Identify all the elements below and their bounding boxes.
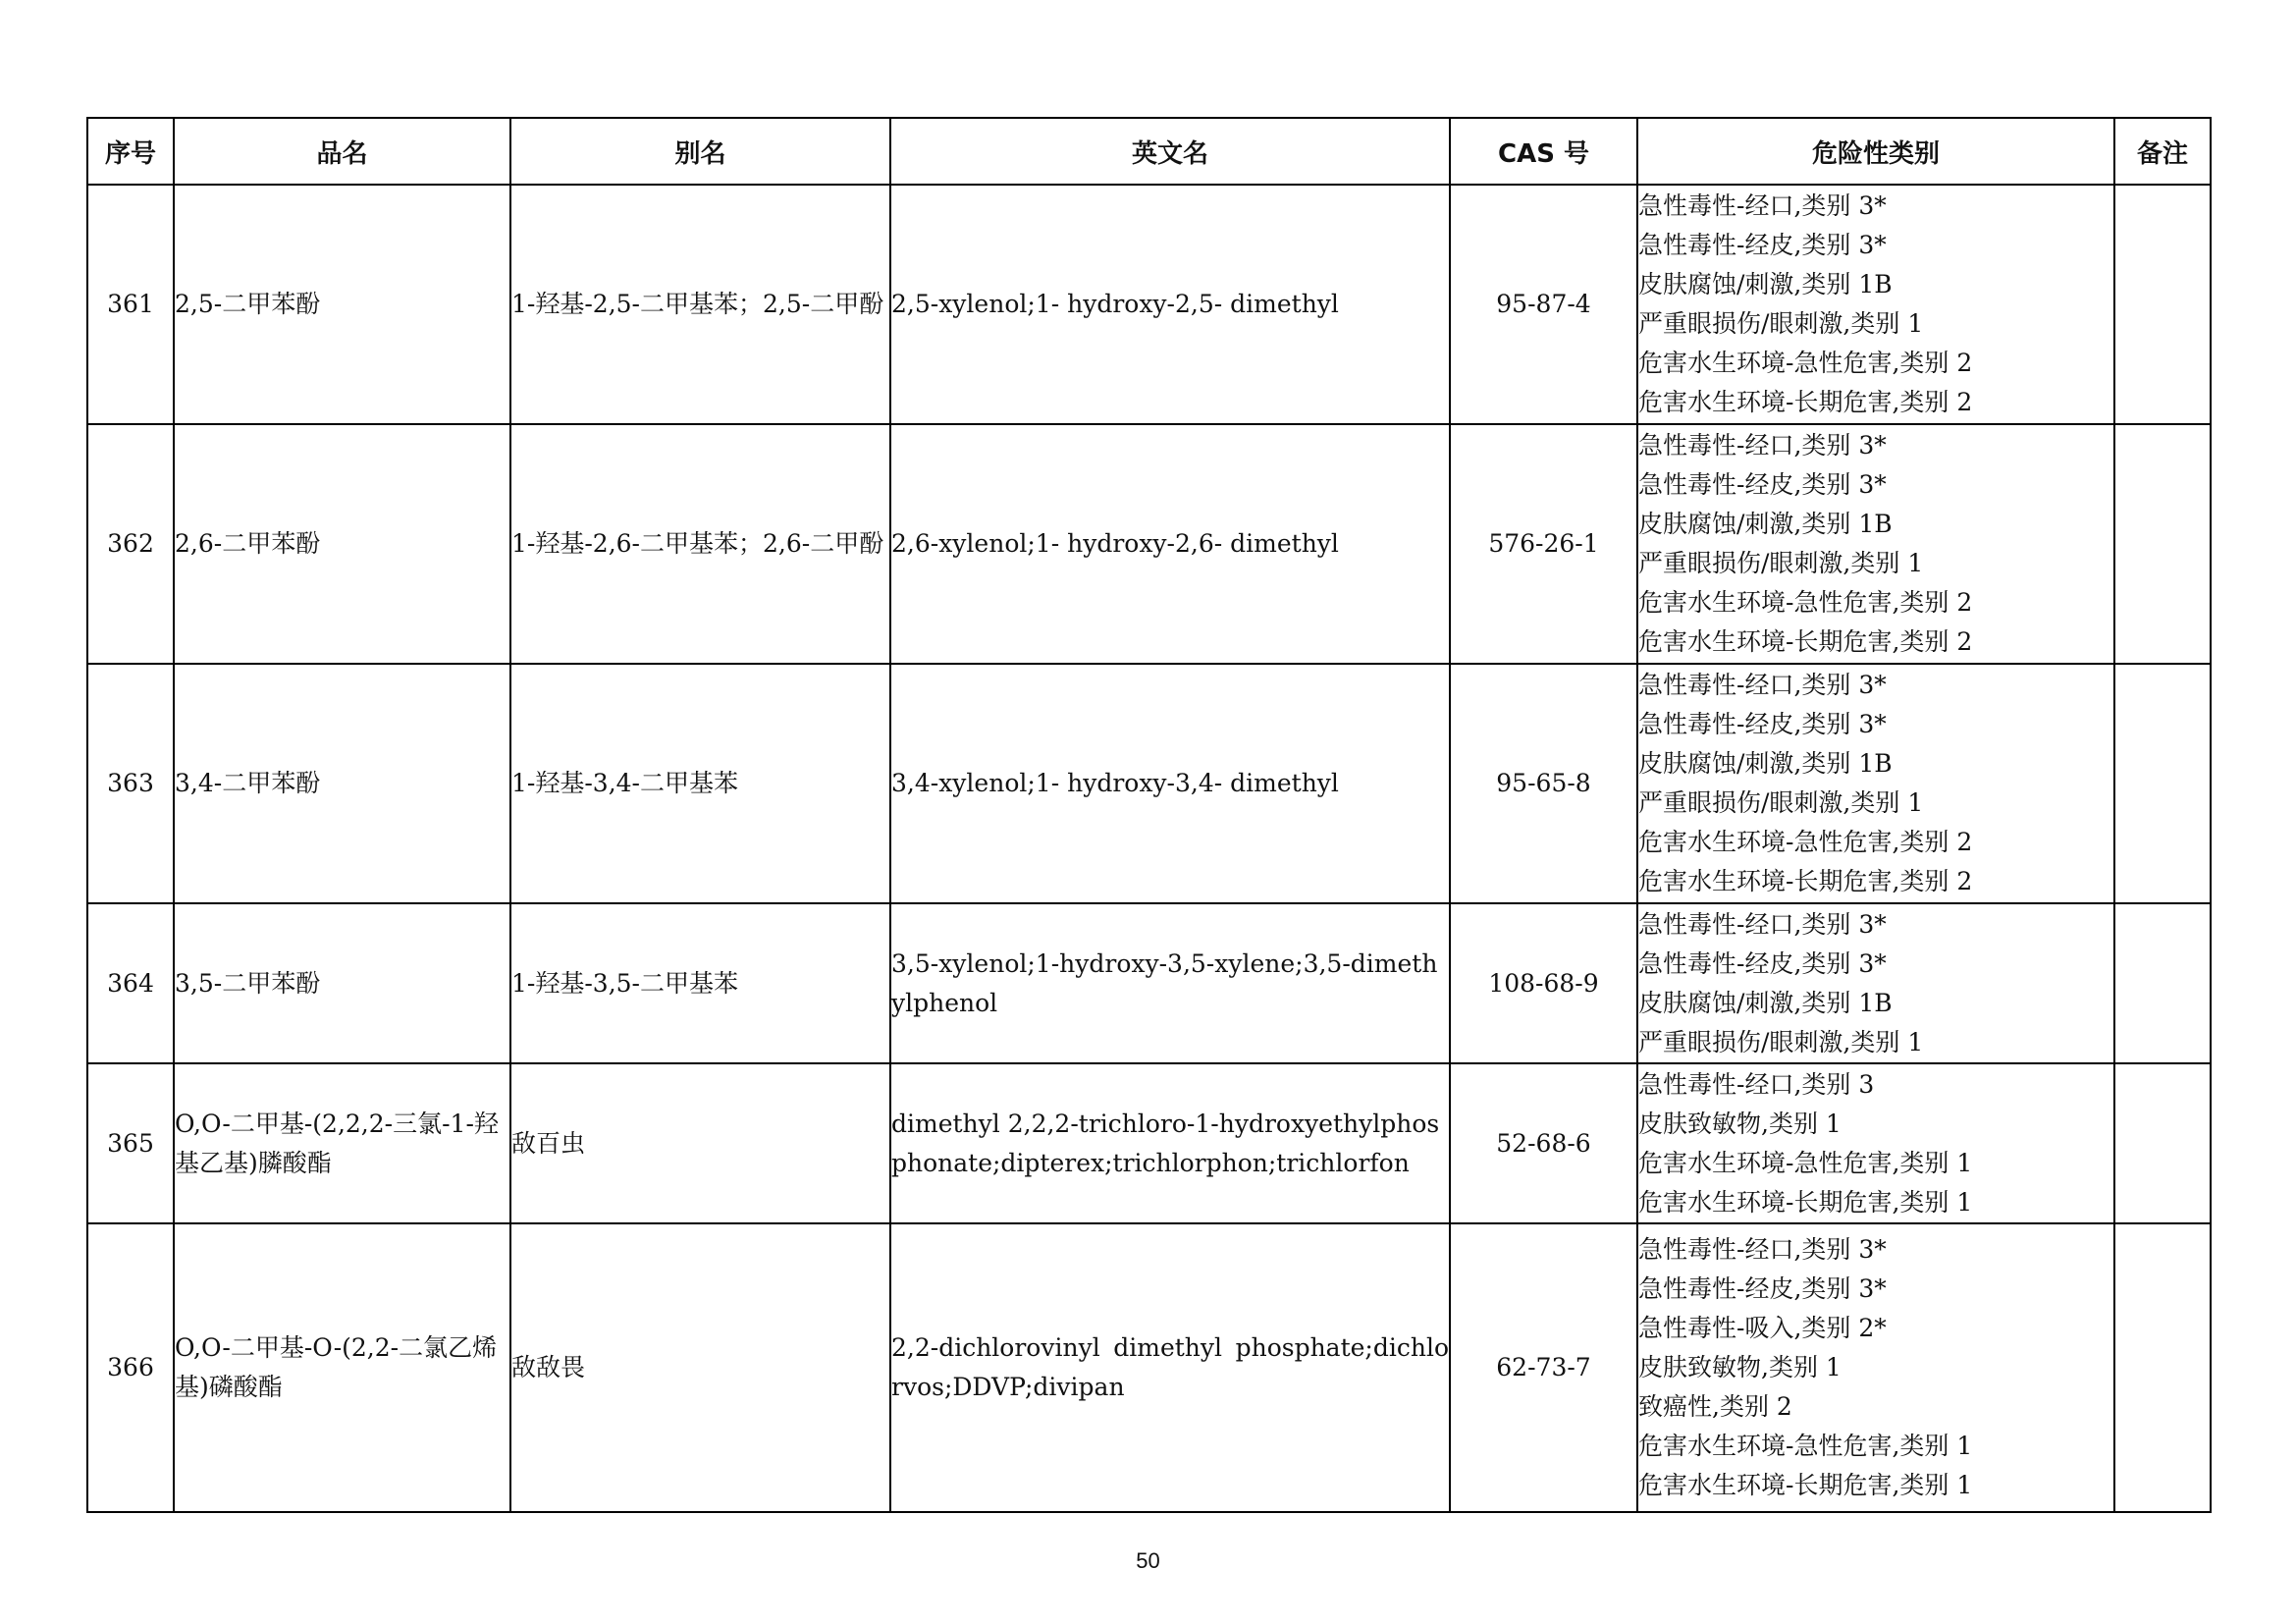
hazard-line: 危害水生环境-长期危害,类别 2 (1638, 627, 1973, 656)
hazard-line: 急性毒性-经口,类别 3* (1638, 191, 1887, 220)
cell-no: 362 (87, 424, 174, 664)
cell-no: 361 (87, 185, 174, 424)
cell-cas: 62-73-7 (1450, 1223, 1637, 1512)
cell-cas: 576-26-1 (1450, 424, 1637, 664)
table-row (87, 903, 2211, 1063)
cell-remark (2114, 1063, 2211, 1223)
hazard-line: 急性毒性-经皮,类别 3* (1638, 470, 1887, 499)
hazard-line: 危害水生环境-长期危害,类别 1 (1638, 1471, 1973, 1499)
hazard-line: 致癌性,类别 2 (1638, 1392, 1792, 1421)
hazard-line: 危害水生环境-长期危害,类别 2 (1638, 867, 1973, 895)
hazard-line: 急性毒性-吸入,类别 2* (1638, 1314, 1887, 1342)
hazard-line: 急性毒性-经口,类别 3* (1638, 1235, 1887, 1264)
cell-hazard-class (1637, 1223, 2114, 1512)
hazard-line: 严重眼损伤/眼刺激,类别 1 (1638, 1027, 1924, 1056)
hazard-line: 严重眼损伤/眼刺激,类别 1 (1638, 309, 1924, 338)
hazard-line: 危害水生环境-急性危害,类别 2 (1638, 828, 1973, 856)
cell-english-name: 2,6-xylenol;1- hydroxy-2,6- dimethyl (890, 424, 1450, 664)
cell-remark (2114, 903, 2211, 1063)
table-row (87, 424, 2211, 664)
hazard-line: 危害水生环境-急性危害,类别 1 (1638, 1432, 1973, 1460)
cell-remark (2114, 664, 2211, 903)
cell-no: 366 (87, 1223, 174, 1512)
cell-cas: 95-87-4 (1450, 185, 1637, 424)
hazard-line: 皮肤致敏物,类别 1 (1638, 1109, 1842, 1138)
cell-english-name: dimethyl 2,2,2-trichloro-1-hydroxyethylphosphonate;dipterex;trichlorphon;trichlorfon (890, 1063, 1450, 1223)
cell-no: 364 (87, 903, 174, 1063)
cell-cas: 108-68-9 (1450, 903, 1637, 1063)
cell-alias: 1-羟基-3,4-二甲基苯 (510, 664, 890, 903)
header-cas: CAS 号 (1450, 118, 1637, 185)
table-row (87, 1063, 2211, 1223)
header-no: 序号 (87, 118, 174, 185)
hazard-line: 急性毒性-经口,类别 3* (1638, 909, 1887, 939)
cell-remark (2114, 185, 2211, 424)
page-number: 50 (1136, 1548, 1160, 1573)
cell-name: O,O-二甲基-(2,2,2-三氯-1-羟基乙基)膦酸酯 (174, 1063, 510, 1223)
hazard-line: 危害水生环境-急性危害,类别 2 (1638, 349, 1973, 377)
hazard-line: 急性毒性-经口,类别 3* (1638, 671, 1887, 699)
cell-alias: 1-羟基-2,5-二甲基苯；2,5-二甲酚 (510, 185, 890, 424)
header-alias: 别名 (510, 118, 890, 185)
hazard-line: 皮肤致敏物,类别 1 (1638, 1353, 1842, 1381)
hazard-line: 皮肤腐蚀/刺激,类别 1B (1638, 988, 1893, 1017)
header-hazard-class: 危险性类别 (1637, 118, 2114, 185)
cell-name: 2,5-二甲苯酚 (174, 185, 510, 424)
cell-cas: 52-68-6 (1450, 1063, 1637, 1223)
hazard-line: 危害水生环境-长期危害,类别 2 (1638, 388, 1973, 416)
hazard-line: 急性毒性-经口,类别 3* (1638, 431, 1887, 460)
header-english-name: 英文名 (890, 118, 1450, 185)
hazard-line: 急性毒性-经皮,类别 3* (1638, 1274, 1887, 1303)
hazard-line: 严重眼损伤/眼刺激,类别 1 (1638, 549, 1924, 577)
cell-english-name: 2,2-dichlorovinyl dimethyl phosphate;dichlorvos;DDVP;divipan (890, 1223, 1450, 1512)
hazard-line: 急性毒性-经皮,类别 3* (1638, 231, 1887, 259)
cell-hazard-class (1637, 185, 2114, 424)
cell-alias: 1-羟基-2,6-二甲基苯；2,6-二甲酚 (510, 424, 890, 664)
cell-hazard-class (1637, 903, 2114, 1063)
cell-remark (2114, 424, 2211, 664)
cell-no: 363 (87, 664, 174, 903)
hazard-line: 皮肤腐蚀/刺激,类别 1B (1638, 270, 1893, 298)
cell-no: 365 (87, 1063, 174, 1223)
cell-hazard-class (1637, 664, 2114, 903)
header-name: 品名 (174, 118, 510, 185)
hazard-line: 严重眼损伤/眼刺激,类别 1 (1638, 788, 1924, 817)
hazard-line: 皮肤腐蚀/刺激,类别 1B (1638, 749, 1893, 778)
header-remark: 备注 (2114, 118, 2211, 185)
hazard-line: 危害水生环境-长期危害,类别 1 (1638, 1187, 1973, 1217)
table-row (87, 664, 2211, 903)
table-row (87, 1223, 2211, 1512)
hazard-line: 急性毒性-经口,类别 3 (1638, 1069, 1875, 1099)
hazard-line: 危害水生环境-急性危害,类别 2 (1638, 588, 1973, 617)
cell-hazard-class (1637, 1063, 2114, 1223)
cell-name: O,O-二甲基-O-(2,2-二氯乙烯基)磷酸酯 (174, 1223, 510, 1512)
cell-alias: 敌百虫 (510, 1063, 890, 1223)
cell-name: 2,6-二甲苯酚 (174, 424, 510, 664)
cell-cas: 95-65-8 (1450, 664, 1637, 903)
hazard-line: 急性毒性-经皮,类别 3* (1638, 710, 1887, 738)
cell-english-name: 2,5-xylenol;1- hydroxy-2,5- dimethyl (890, 185, 1450, 424)
cell-name: 3,5-二甲苯酚 (174, 903, 510, 1063)
cell-alias: 敌敌畏 (510, 1223, 890, 1512)
hazardous-chemicals-table (86, 117, 2212, 1513)
hazard-line: 皮肤腐蚀/刺激,类别 1B (1638, 510, 1893, 538)
cell-english-name: 3,5-xylenol;1-hydroxy-3,5-xylene;3,5-dimethylphenol (890, 903, 1450, 1063)
hazard-line: 危害水生环境-急性危害,类别 1 (1638, 1148, 1973, 1177)
table-row (87, 185, 2211, 424)
cell-alias: 1-羟基-3,5-二甲基苯 (510, 903, 890, 1063)
hazard-line: 急性毒性-经皮,类别 3* (1638, 948, 1887, 978)
cell-name: 3,4-二甲苯酚 (174, 664, 510, 903)
cell-english-name: 3,4-xylenol;1- hydroxy-3,4- dimethyl (890, 664, 1450, 903)
cell-remark (2114, 1223, 2211, 1512)
table-header-row (87, 118, 2211, 185)
cell-hazard-class (1637, 424, 2114, 664)
